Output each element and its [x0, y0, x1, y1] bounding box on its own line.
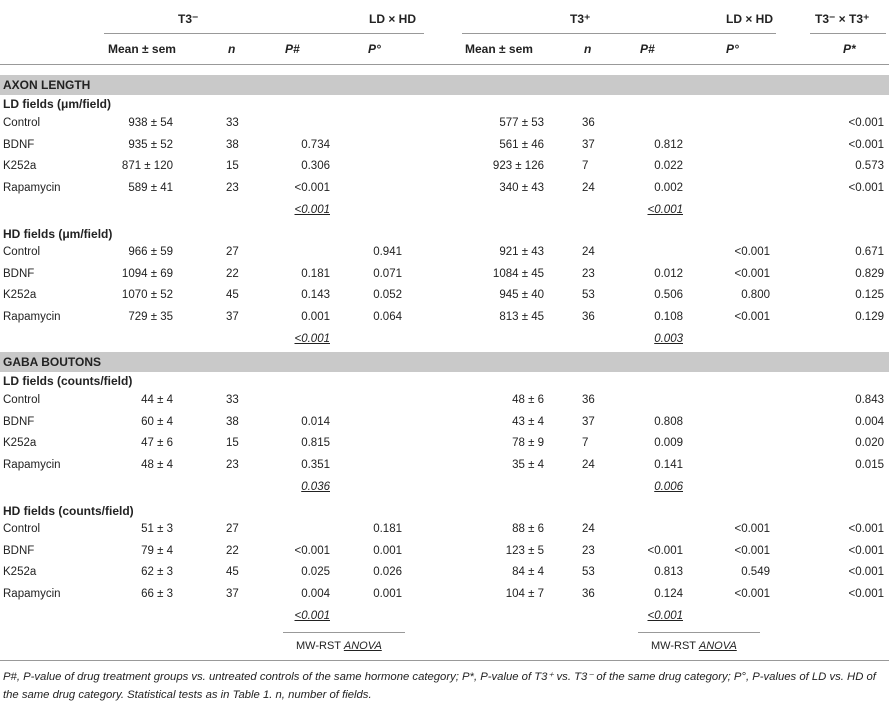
- cell-label: BDNF: [3, 544, 35, 557]
- cell-mean-t3plus: 35 ± 4: [512, 459, 544, 472]
- rule-tests-1: [283, 632, 405, 633]
- cell-n-t3minus: 37: [226, 588, 239, 601]
- anova-value: <0.001: [294, 203, 330, 216]
- cell-pstar: 0.843: [855, 394, 884, 406]
- cell-po-t3minus: 0.026: [373, 566, 402, 579]
- cell-po-t3minus: 0.064: [373, 311, 402, 324]
- cell-n-t3minus: 45: [226, 566, 239, 579]
- cell-po-t3minus: 0.001: [373, 544, 402, 557]
- cell-n-t3plus: 53: [582, 566, 595, 579]
- cell-mean-t3plus: 88 ± 6: [512, 523, 544, 535]
- cell-po-t3plus: <0.001: [734, 523, 770, 535]
- cell-n-t3minus: 38: [226, 415, 239, 428]
- anova-value: 0.036: [301, 480, 330, 493]
- anova-value: <0.001: [647, 609, 683, 622]
- cell-label: BDNF: [3, 138, 35, 151]
- cell-label: BDNF: [3, 415, 35, 428]
- cell-pstar: 0.125: [855, 289, 884, 302]
- header-n-1: n: [228, 42, 236, 56]
- cell-po-t3plus: <0.001: [734, 311, 770, 324]
- cell-pstar: <0.001: [848, 117, 884, 129]
- cell-mean-t3minus: 966 ± 59: [128, 246, 173, 258]
- cell-n-t3plus: 36: [582, 117, 595, 129]
- cell-po-t3minus: 0.181: [373, 523, 402, 535]
- cell-mean-t3plus: 43 ± 4: [512, 415, 544, 428]
- header-po-2: P°: [726, 42, 739, 56]
- cell-n-t3minus: 22: [226, 544, 239, 557]
- cell-p-t3minus: <0.001: [294, 182, 330, 195]
- cell-n-t3plus: 36: [582, 311, 595, 324]
- anova-value: <0.001: [294, 609, 330, 622]
- cell-mean-t3plus: 78 ± 9: [512, 437, 544, 450]
- cell-n-t3minus: 15: [226, 437, 239, 450]
- cell-label: Rapamycin: [3, 182, 61, 195]
- cell-mean-t3plus: 945 ± 40: [499, 289, 544, 302]
- cell-pstar: <0.001: [848, 566, 884, 579]
- cell-label: K252a: [3, 437, 37, 450]
- header-ldxhd-1: LD × HD: [369, 12, 417, 26]
- header-t3plus: T3⁺: [570, 12, 591, 26]
- rule-t3minus: [104, 33, 424, 34]
- cell-p-t3minus: 0.181: [301, 267, 330, 280]
- cell-po-t3plus: <0.001: [734, 267, 770, 280]
- cell-mean-t3plus: 921 ± 43: [499, 246, 544, 258]
- rule-header: [0, 64, 889, 65]
- cell-po-t3minus: 0.052: [373, 289, 402, 302]
- cell-pstar: <0.001: [848, 138, 884, 151]
- cell-pstar: 0.015: [855, 459, 884, 472]
- cell-n-t3minus: 33: [226, 394, 239, 406]
- cell-mean-t3plus: 577 ± 53: [499, 117, 544, 129]
- cell-n-t3plus: 7: [582, 437, 589, 450]
- header-n-2: n: [584, 42, 592, 56]
- header-p-1: P#: [285, 42, 300, 56]
- cell-po-t3plus: 0.800: [741, 289, 770, 302]
- cell-mean-t3minus: 66 ± 3: [141, 588, 173, 601]
- cell-label: Rapamycin: [3, 459, 61, 472]
- tests-label-2: [651, 640, 737, 652]
- header-t3minus: T3⁻: [178, 12, 199, 26]
- rule-t3x: [810, 33, 886, 34]
- cell-po-t3minus: 0.941: [373, 246, 402, 258]
- cell-n-t3plus: 37: [582, 415, 595, 428]
- cell-n-t3plus: 24: [582, 182, 595, 195]
- cell-p-t3minus: 0.143: [301, 289, 330, 302]
- cell-n-t3minus: 38: [226, 138, 239, 151]
- header-pstar: P*: [843, 42, 856, 56]
- anova-label-1: ANOVA: [343, 640, 382, 652]
- rule-tests-2: [638, 632, 760, 633]
- cell-mean-t3minus: 589 ± 41: [128, 182, 173, 195]
- mw-label-1: MW-RST: [296, 640, 341, 652]
- cell-mean-t3minus: 871 ± 120: [121, 160, 173, 173]
- cell-n-t3minus: 33: [226, 117, 239, 129]
- rule-t3plus: [462, 33, 776, 34]
- cell-mean-t3plus: 123 ± 5: [505, 544, 544, 557]
- header-mean-2: Mean ± sem: [465, 42, 533, 56]
- cell-label: BDNF: [3, 267, 35, 280]
- header-p-2: P#: [640, 42, 655, 56]
- section-axon-length: AXON LENGTH: [0, 75, 889, 95]
- cell-label: Control: [3, 394, 41, 406]
- cell-mean-t3minus: 935 ± 52: [128, 138, 173, 151]
- cell-pstar: <0.001: [848, 588, 884, 601]
- cell-pstar: 0.129: [855, 311, 884, 324]
- anova-value: 0.003: [654, 332, 683, 345]
- cell-po-t3plus: <0.001: [734, 588, 770, 601]
- cell-p-t3minus: 0.001: [301, 311, 330, 324]
- cell-label: K252a: [3, 160, 37, 173]
- cell-p-t3minus: 0.351: [301, 459, 330, 472]
- cell-n-t3minus: 45: [226, 289, 239, 302]
- anova-value: <0.001: [294, 332, 330, 345]
- cell-n-t3minus: 15: [226, 160, 239, 173]
- cell-po-t3minus: 0.071: [373, 267, 402, 280]
- cell-n-t3plus: 7: [582, 160, 589, 173]
- header-mean-1: Mean ± sem: [108, 42, 176, 56]
- cell-label: Rapamycin: [3, 588, 61, 601]
- cell-p-t3plus: 0.506: [654, 289, 683, 302]
- cell-label: K252a: [3, 289, 37, 302]
- cell-p-t3minus: 0.306: [301, 160, 330, 173]
- cell-mean-t3plus: 104 ± 7: [505, 588, 544, 601]
- cell-n-t3minus: 37: [226, 311, 239, 324]
- anova-label-2: ANOVA: [698, 640, 737, 652]
- cell-p-t3minus: 0.734: [301, 138, 330, 151]
- cell-mean-t3plus: 84 ± 4: [512, 566, 544, 579]
- cell-pstar: 0.829: [855, 267, 884, 280]
- cell-p-t3plus: 0.808: [654, 415, 683, 428]
- cell-mean-t3plus: 813 ± 45: [499, 311, 544, 324]
- cell-label: Rapamycin: [3, 311, 61, 324]
- cell-label: K252a: [3, 566, 37, 579]
- subsection-hd-axon: HD fields (μm/field): [3, 227, 113, 241]
- footnote: P#, P-value of drug treatment groups vs. untreated controls of the same hormone category; P*, P-value of T3⁺ vs. T3⁻ of the same drug category; P°, P-values of LD vs. HD of the same drug category. Statistical tests as in Table 1. n, number of fields.: [3, 671, 876, 701]
- cell-label: Control: [3, 117, 41, 129]
- header-po-1: P°: [368, 42, 381, 56]
- cell-mean-t3minus: 1070 ± 52: [121, 289, 173, 302]
- cell-mean-t3plus: 923 ± 126: [492, 160, 544, 173]
- header-ldxhd-2: LD × HD: [726, 12, 774, 26]
- cell-pstar: <0.001: [848, 182, 884, 195]
- cell-n-t3plus: 36: [582, 394, 595, 406]
- cell-p-t3plus: 0.124: [654, 588, 683, 601]
- cell-mean-t3plus: 1084 ± 45: [492, 267, 544, 280]
- cell-po-t3plus: <0.001: [734, 544, 770, 557]
- subsection-ld-axon: LD fields (μm/field): [3, 97, 112, 111]
- cell-n-t3plus: 24: [582, 246, 595, 258]
- cell-mean-t3plus: 340 ± 43: [499, 182, 544, 195]
- cell-mean-t3minus: 1094 ± 69: [121, 267, 173, 280]
- cell-n-t3plus: 36: [582, 588, 595, 601]
- cell-p-t3minus: 0.815: [301, 437, 330, 450]
- header-t3x: T3⁻ × T3⁺: [815, 12, 870, 26]
- cell-p-t3plus: <0.001: [647, 544, 683, 557]
- cell-mean-t3minus: 60 ± 4: [141, 415, 173, 428]
- cell-pstar: 0.573: [855, 160, 884, 173]
- cell-n-t3minus: 22: [226, 267, 239, 280]
- cell-p-t3minus: <0.001: [294, 544, 330, 557]
- cell-p-t3plus: 0.812: [654, 138, 683, 151]
- cell-mean-t3plus: 48 ± 6: [512, 394, 544, 406]
- subsection-hd-gaba: HD fields (counts/field): [3, 504, 134, 518]
- cell-n-t3plus: 37: [582, 138, 595, 151]
- cell-p-t3plus: 0.108: [654, 311, 683, 324]
- mw-label-2: MW-RST: [651, 640, 696, 652]
- cell-pstar: 0.671: [855, 246, 884, 258]
- cell-label: Control: [3, 246, 41, 258]
- cell-n-t3minus: 27: [226, 523, 239, 535]
- cell-p-t3plus: 0.012: [654, 267, 683, 280]
- cell-mean-t3minus: 47 ± 6: [141, 437, 173, 450]
- subsection-ld-gaba: LD fields (counts/field): [3, 374, 133, 388]
- section-gaba-boutons: GABA BOUTONS: [0, 352, 889, 372]
- cell-n-t3plus: 24: [582, 459, 595, 472]
- cell-pstar: <0.001: [848, 523, 884, 535]
- cell-p-t3plus: 0.141: [654, 459, 683, 472]
- anova-value: <0.001: [647, 203, 683, 216]
- cell-n-t3plus: 53: [582, 289, 595, 302]
- cell-po-t3plus: 0.549: [741, 566, 770, 579]
- cell-mean-t3plus: 561 ± 46: [499, 138, 544, 151]
- cell-pstar: 0.020: [855, 437, 884, 450]
- cell-n-t3plus: 24: [582, 523, 595, 535]
- cell-p-t3minus: 0.014: [301, 415, 330, 428]
- cell-po-t3minus: 0.001: [373, 588, 402, 601]
- cell-pstar: <0.001: [848, 544, 884, 557]
- cell-mean-t3minus: 79 ± 4: [141, 544, 173, 557]
- tests-label-1: [296, 640, 382, 652]
- cell-pstar: 0.004: [855, 415, 884, 428]
- cell-mean-t3minus: 44 ± 4: [141, 394, 173, 406]
- cell-label: Control: [3, 523, 41, 535]
- cell-n-t3plus: 23: [582, 267, 595, 280]
- cell-p-t3plus: 0.022: [654, 160, 683, 173]
- cell-p-t3minus: 0.004: [301, 588, 330, 601]
- cell-p-t3plus: 0.009: [654, 437, 683, 450]
- anova-value: 0.006: [654, 480, 683, 493]
- cell-mean-t3minus: 938 ± 54: [128, 117, 173, 129]
- cell-n-t3plus: 23: [582, 544, 595, 557]
- cell-p-t3plus: 0.002: [654, 182, 683, 195]
- cell-po-t3plus: <0.001: [734, 246, 770, 258]
- cell-p-t3plus: 0.813: [654, 566, 683, 579]
- rule-footer: [0, 660, 889, 661]
- cell-n-t3minus: 23: [226, 182, 239, 195]
- cell-mean-t3minus: 62 ± 3: [141, 566, 173, 579]
- cell-mean-t3minus: 51 ± 3: [141, 523, 173, 535]
- cell-mean-t3minus: 729 ± 35: [128, 311, 173, 324]
- cell-mean-t3minus: 48 ± 4: [141, 459, 173, 472]
- cell-p-t3minus: 0.025: [301, 566, 330, 579]
- cell-n-t3minus: 27: [226, 246, 239, 258]
- cell-n-t3minus: 23: [226, 459, 239, 472]
